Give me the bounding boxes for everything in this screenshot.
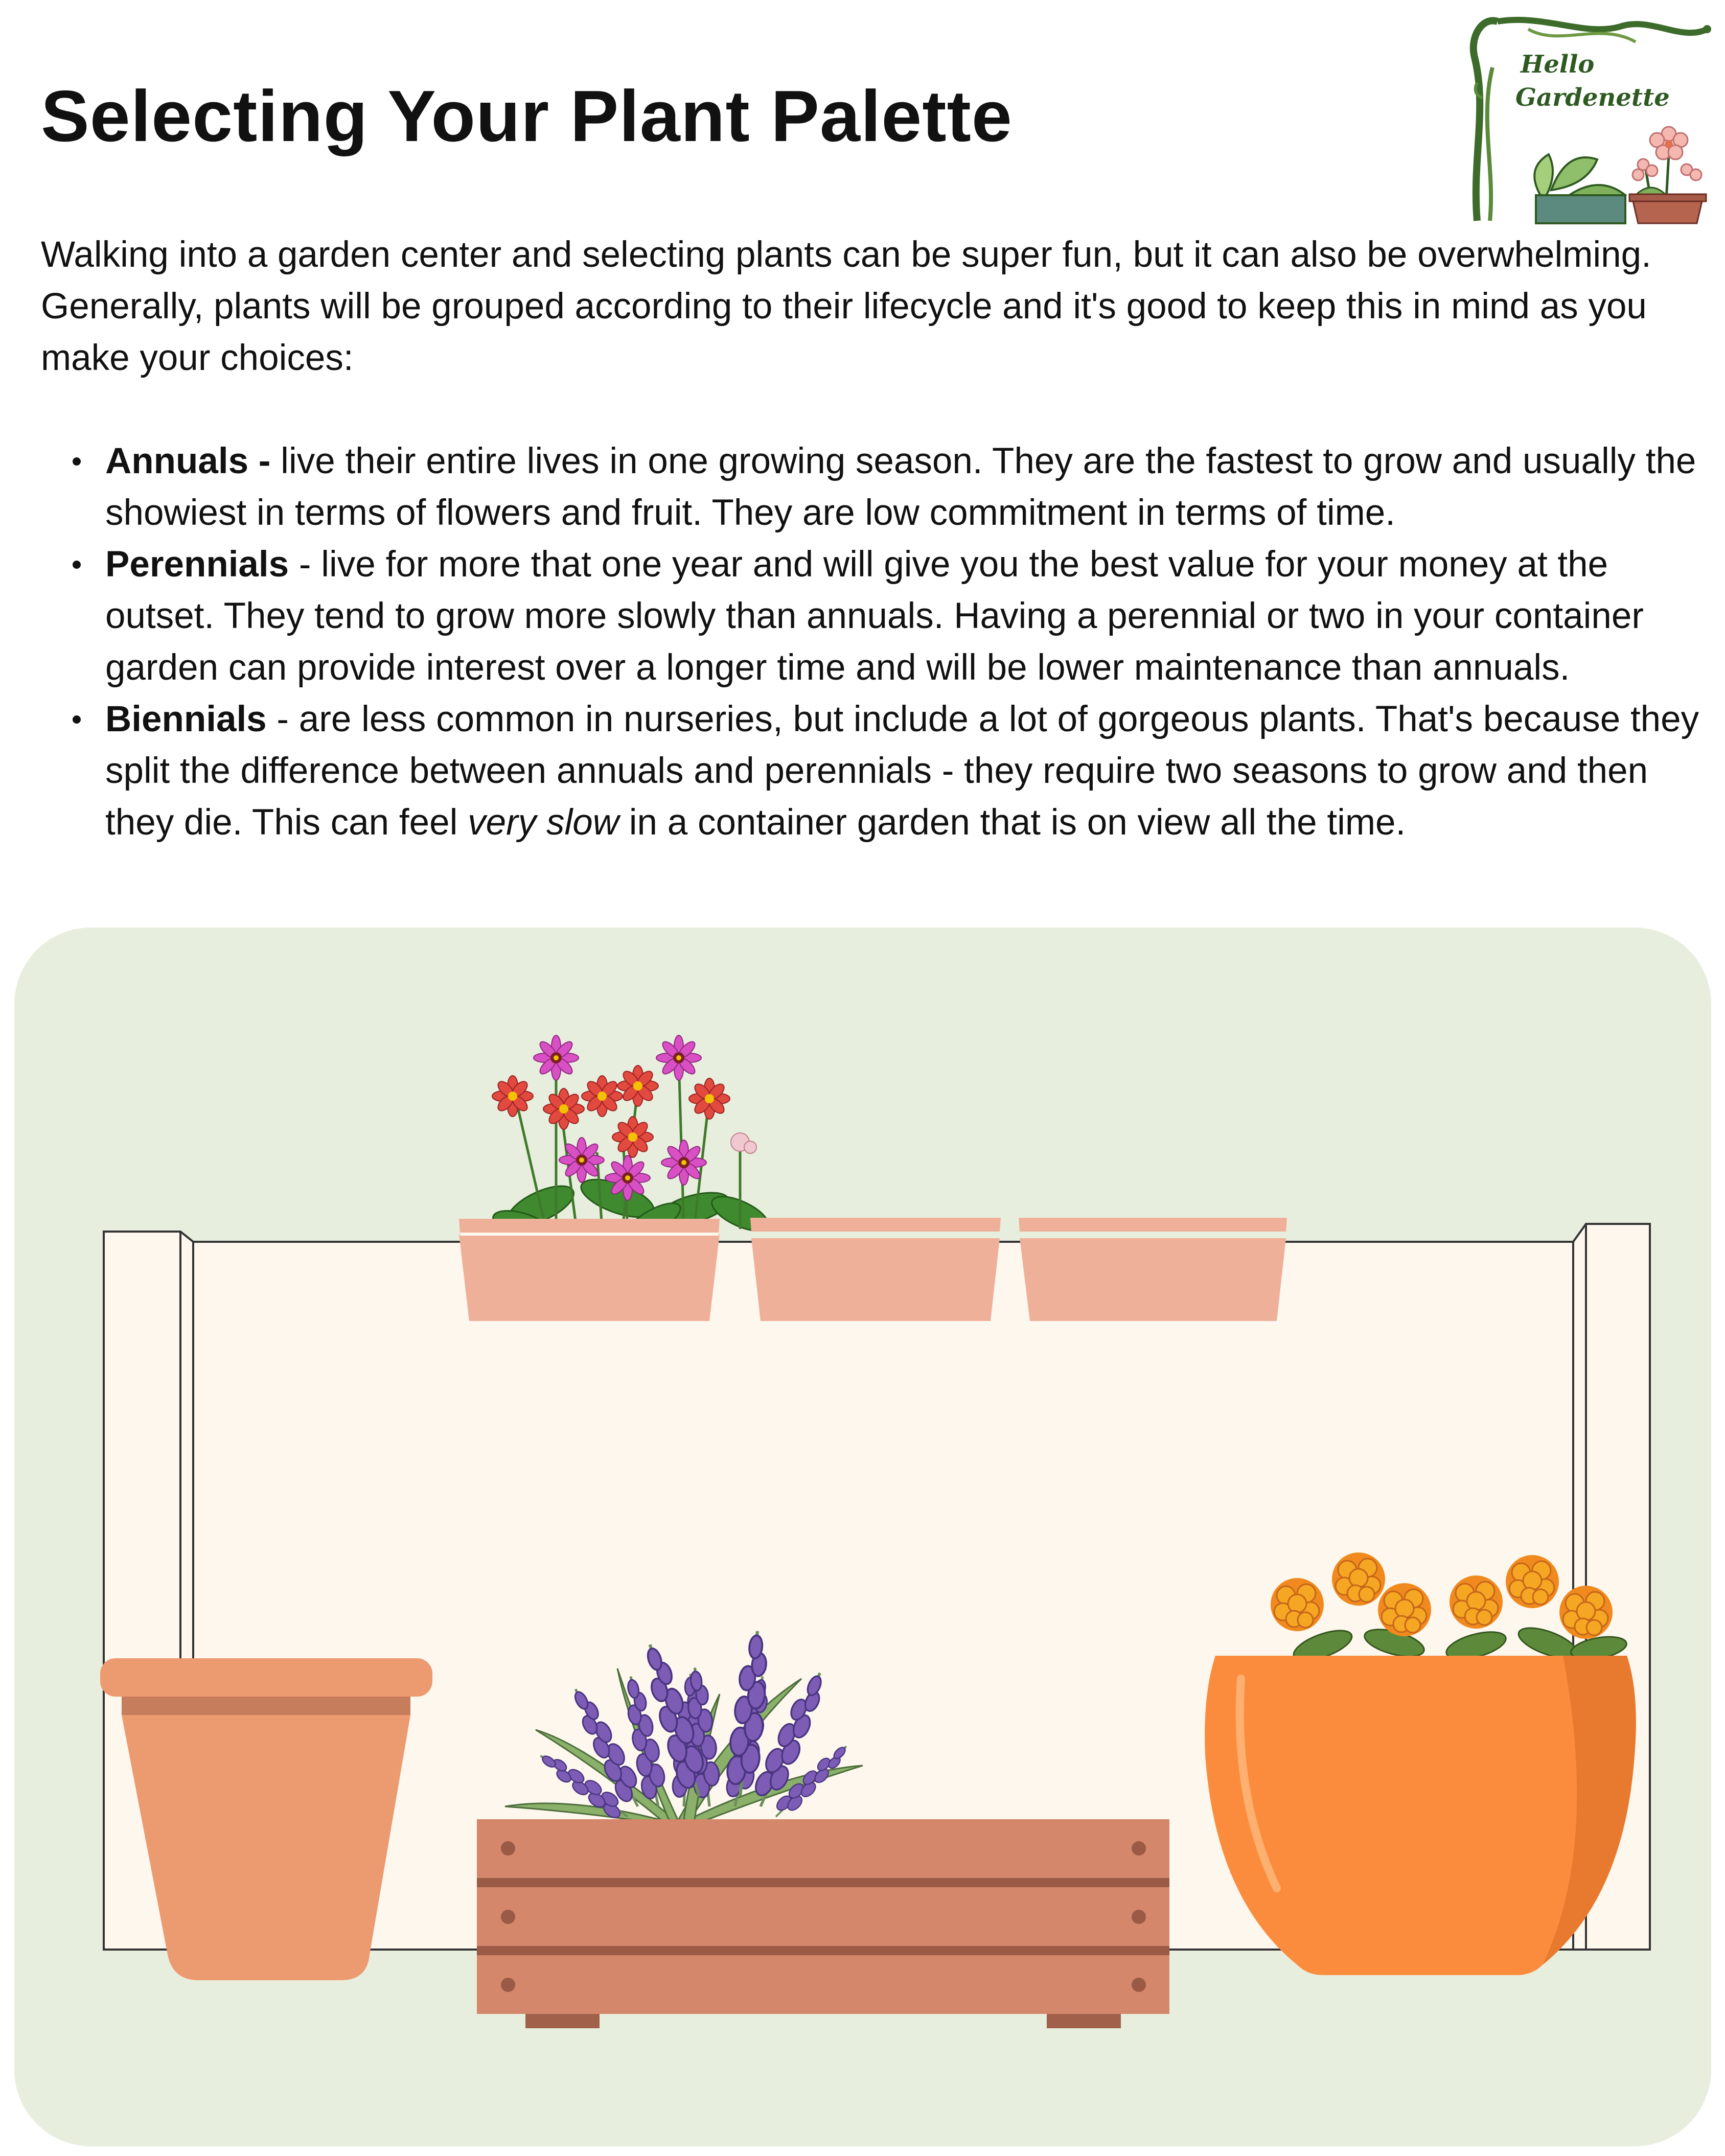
biennials-emphasis: very slow — [468, 802, 619, 843]
bullet-dot — [73, 561, 81, 569]
term-biennials: Biennials — [105, 699, 267, 739]
wooden-crate-planter — [477, 1819, 1169, 2028]
list-item-biennials — [41, 693, 1707, 848]
orange-round-pot — [1205, 1656, 1636, 1975]
list-item-perennials — [41, 539, 1707, 693]
hello-gardenette-logo — [1467, 6, 1712, 226]
garden-illustration — [14, 928, 1711, 2146]
logo-text-hello: Hello — [1521, 50, 1595, 79]
zinnia-flowers — [490, 1035, 773, 1246]
logo-text-gardenette: Gardenette — [1515, 83, 1670, 112]
lifecycle-list — [41, 435, 1707, 848]
perennials-description: - live for more that one year and will give you the best value for your money at the outset. They tend to grow more slowly than annuals. Having a perennial or two in your container garden can provide interest over a longer time and will be lower maintenance than annuals. — [105, 544, 1644, 688]
intro-paragraph: Walking into a garden center and selecting plants can be super fun, but it can also be overwhelming. Generally, plants will be grouped according to their lifecycle and it's good to keep this in mind as you make your choices: — [41, 235, 1651, 378]
term-perennials: Perennials — [105, 544, 289, 585]
term-annuals: Annuals - — [105, 441, 271, 481]
hanging-planters — [459, 1218, 1287, 1321]
biennials-description: - are less common in nurseries, but include a lot of gorgeous plants. That's because they split the difference between annuals and perennials - they require two seasons to grow and then they die. This can feel — [105, 699, 1699, 843]
biennials-description-end: in a container garden that is on view all the time. — [619, 802, 1406, 843]
bullet-dot — [73, 715, 81, 724]
bullet-dot — [73, 457, 81, 466]
page-title: Selecting Your Plant Palette — [41, 76, 1013, 157]
annuals-description: live their entire lives in one growing season. They are the fastest to grow and usually the showiest in terms of flowers and fruit. They are low commitment in terms of time. — [105, 441, 1696, 533]
list-item-annuals — [41, 435, 1707, 539]
